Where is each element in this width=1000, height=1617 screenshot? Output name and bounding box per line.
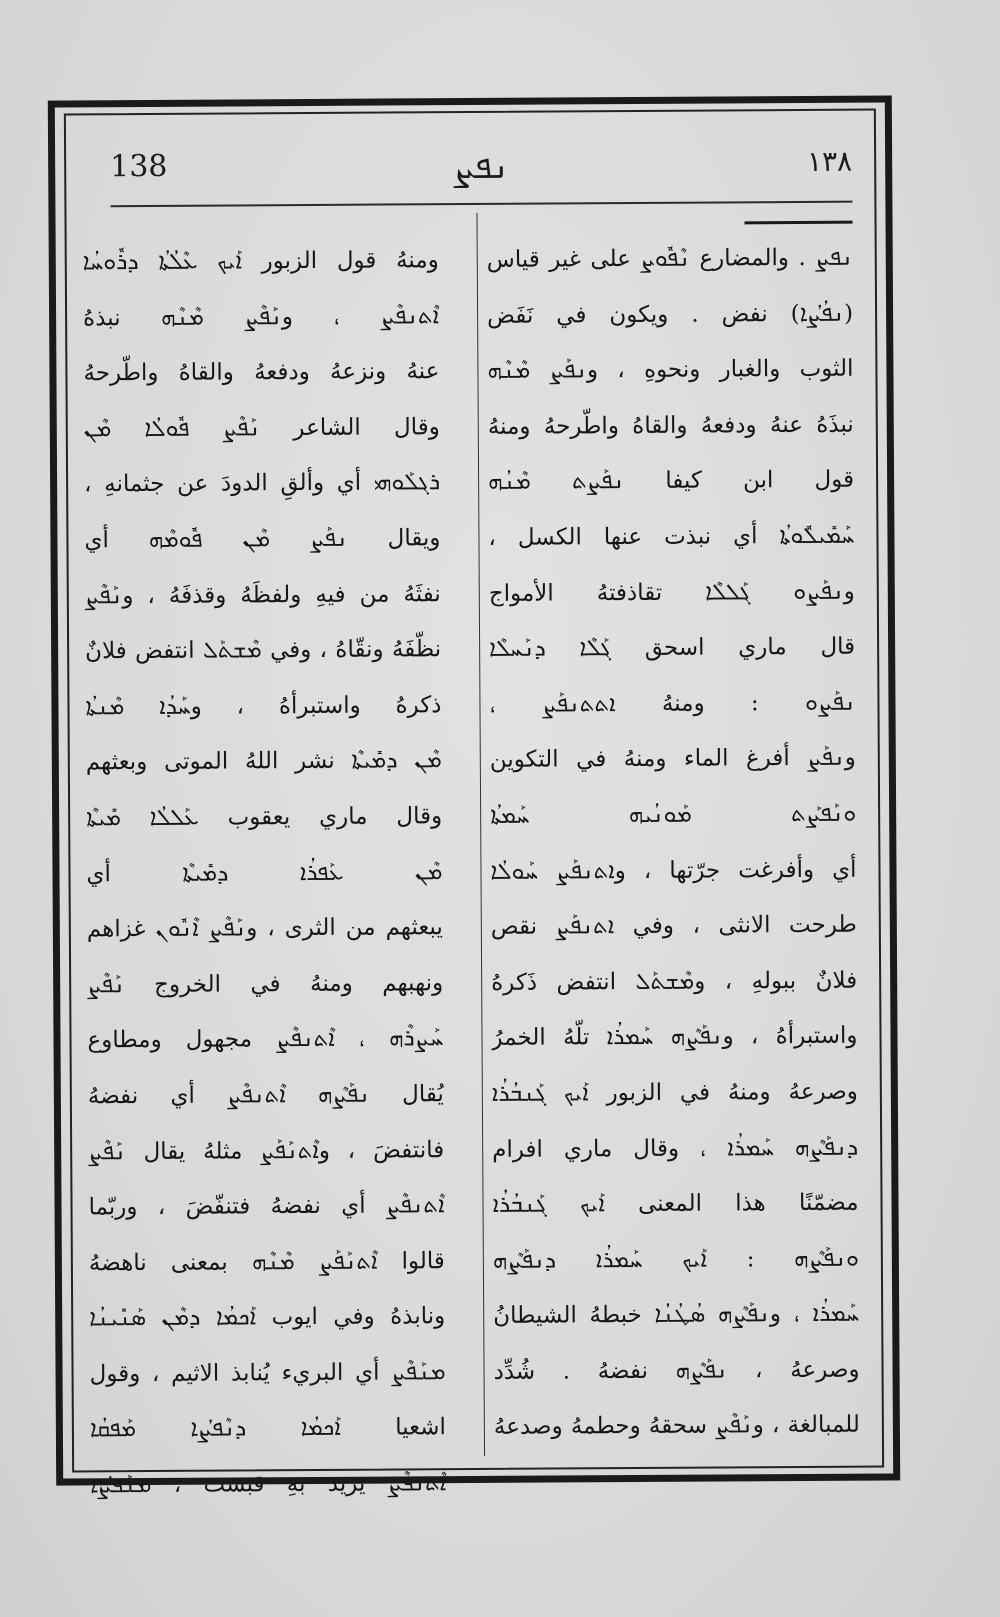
- text-line: ܡܶܢ ܥܰܦܪܳܐ ܕܡܺܝܬܶܐ أي: [86, 858, 443, 887]
- text-line: وܢܦܰܨ أفرغ الماء ومنهُ في التكوين: [489, 745, 856, 774]
- text-line: ويقال ܢܦܰܨ ܡܶܢ ܦܽܘܡܶܗ أي: [84, 525, 441, 554]
- text-line: ܡܶܢ ܕܡܺܝܬܶܐ نشر اللهُ الموتى وبعثهم: [85, 747, 442, 776]
- text-line: ܕܢܦܰܨܶܗ ܚܰܡܪܳܐ ، وقال ماري افرام: [492, 1134, 859, 1163]
- text-line: وܢܦܰܨܘ ܓܰܠܠܶܐ تقاذفتهُ الأمواج: [488, 578, 855, 607]
- page-frame: [48, 95, 900, 1499]
- text-line: قال ماري اسحق ܓܰܠܶܐ ܕܢܰܚܠܶܐ: [489, 633, 856, 663]
- text-line: ܐܶܬܢܦܶܨ يريد بهِ قبست ، ܡܢܰܦܨܳܐ: [90, 1470, 447, 1499]
- text-line: ܢܦܰܨܘ : ومنهُ ܐܬܬܢܦܰܨ ،: [489, 689, 856, 718]
- text-line: يُقال ܢܦܰܨܶܗ ܐܶܬܢܦܶܨ أي نفضهُ: [87, 1081, 444, 1110]
- text-line: ܚܰܡܺܝܠܽܘܬܳܐ أي نبذت عنها الكسل ،: [488, 522, 855, 551]
- text-line: ونابذهُ وفي ايوب ܐܰܟܡܳܐ ܕܡܶܢ ܣܰܢܺܝܢܳܐ: [89, 1303, 446, 1332]
- text-line: ܚܰܡܪܳܐ ، وܢܦܰܨܶܗ ܣܳܛܳܢܳܐ خبطهُ الشيطانُ: [493, 1300, 860, 1330]
- text-line: وقال الشاعر ܢܰܦܶܨ ܦܽܘܠܳܐ ܡܶܢ: [83, 413, 440, 443]
- text-line: واستبرأهُ ، وܢܦܰܨܶܗ ܚܰܡܪܳܐ تلّهُ الخمرُ: [491, 1022, 858, 1052]
- right-column: [487, 231, 860, 1448]
- text-line: ܘܢܦܰܨܶܗ : ܐܰܝܟ ܚܰܡܪܳܐ ܕܢܦܰܨܶܗ: [492, 1245, 859, 1274]
- page-header: [110, 135, 852, 210]
- text-line: للمبالغة ، وܢܰܦܶܨ سحقهُ وحطمهُ وصدعهُ: [493, 1412, 860, 1441]
- left-column: [82, 233, 447, 1499]
- page-number-latin: 138: [110, 148, 168, 185]
- text-line: ونهبهم ومنهُ في الخروج ܢܰܦܶܨ: [87, 969, 444, 999]
- text-line: وصرعهُ ، ܢܦܰܨܶܗ نفضهُ . شُدِّد: [493, 1356, 860, 1385]
- text-line: وقال ماري يعقوب ܥܰܠܠܳܐ ܡܺܝܬܶܐ: [86, 803, 443, 832]
- text-line: (ܢܦܳܨܳܐ) نفض . ويكون في نَفَض: [487, 300, 854, 329]
- text-line: ܡܢܰܦܶܨ أي البريء يُنابذ الاثيم ، وقول: [89, 1359, 446, 1388]
- column-divider: [476, 213, 485, 1456]
- running-head: ܢܦܨ: [453, 146, 510, 188]
- text-line: ܘܢܰܦܨܰܬ ܡܰܘܢܳܝܗ ܚܰܡܬܳܐ: [490, 800, 857, 829]
- page-inner-frame: [64, 109, 884, 1499]
- text-line: ܢܦܨ . والمضارع ܢܶܦܽܘܨ على غير قياس: [486, 244, 853, 273]
- text-line: عنهُ ونزعهُ ودفعهُ والقاهُ واطّرحهُ: [83, 358, 440, 387]
- text-line: يبعثهم من الثرى ، وܢܰܦܶܨ ܐܶܢܽܘܢ غزاهم: [86, 914, 443, 943]
- text-line: ܐܶܬܢܦܶܨ أي نفضهُ فتنفّضَ ، وربّما: [88, 1192, 445, 1221]
- text-line: نفثَهُ من فيهِ ولفظَهُ وقذفَهُ ، وܢܰܦܶܨ: [84, 580, 441, 609]
- text-line: قول ابن كيفا ܢܦܰܨܬ ܡܶܢܳܗ: [488, 467, 855, 496]
- text-line: ܪܓܠܰܘܗܝ أي وألقِ الدودَ عن جثمانهِ ،: [84, 469, 441, 498]
- text-line: وصرعهُ ومنهُ في الزبور ܐܰܝܟ ܓܰܢܒܳܪܳܐ: [491, 1078, 858, 1107]
- text-line: الثوب والغبار ونحوهِ ، وܢܦܰܨ ܡܶܢܶܗ: [487, 355, 854, 385]
- text-line: أي وأفرغت جرّتها ، وܐܬܢܦܰܨ ܚܰܘܠܳܐ: [490, 856, 857, 885]
- text-line: ومنهُ قول الزبور ܐܰܝܟ ܥܶܠܳܬܳܐ ܕܪܽܘܚܳܐ: [82, 247, 439, 276]
- text-line: نبذَهُ عنهُ ودفعهُ والقاهُ واطّرحهُ ومنهُ: [487, 411, 854, 440]
- text-line: ذكرهُ واستبرأهُ ، وܚܰܕܳܐ ܡܶܢܬܳܐ: [85, 691, 442, 721]
- text-line: ܚܰܨܪܶܗ ، ܐܶܬܢܦܶܨ مجهول ومطاوع: [87, 1025, 444, 1054]
- text-line: قالوا ܐܶܬܢܰܦܰܨ ܡܶܢܶܗ بمعنى ناهضهُ: [88, 1247, 445, 1277]
- entry-rule: [745, 221, 853, 225]
- text-line: فانتفضَ ، وܐܶܬܢܰܦܰܨ مثلهُ يقال ܢܰܦܶܨ: [88, 1136, 445, 1165]
- text-line: اشعيا ܐܰܟܡܳܐ ܕܢܶܦܨܳܐ ܡܰܦܩܳܐ: [89, 1414, 446, 1443]
- text-line: طرحت الانثى ، وفي ܐܬܢܦܰܨ نقص: [490, 911, 857, 941]
- text-line: ܐܶܬܢܦܶܨ ، وܢܰܦܶܨ ܡܶܢܶܗ نبذهُ: [83, 302, 440, 331]
- page-number-arabic: ١٣٨: [806, 144, 853, 178]
- text-line: نظّفَهُ ونقّاهُ ، وفي ܡܶܫܬܰܠ انتفض فلانٌ: [85, 636, 442, 665]
- text-line: فلانٌ ببولهِ ، وܡܶܫܬܰܠ انتفض ذَكرهُ: [491, 967, 858, 996]
- text-line: مضمّنًا هذا المعنى ܐܰܝܟ ܓܰܢܒܳܪܳܐ: [492, 1189, 859, 1218]
